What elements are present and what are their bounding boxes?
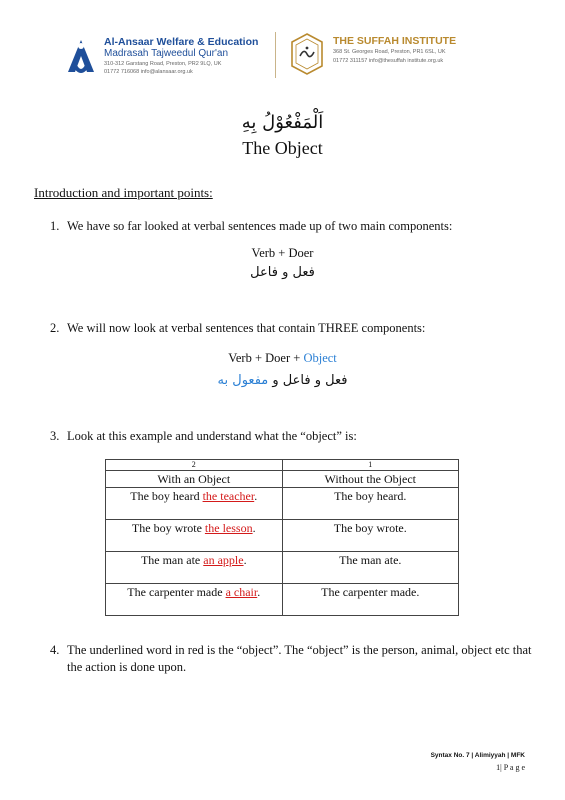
page-number: 1 <box>496 763 501 772</box>
left-organisation-block <box>104 36 258 76</box>
point-1 <box>50 218 535 235</box>
header-divider <box>275 32 276 78</box>
without-object-cell: The boy heard. <box>282 488 459 520</box>
section-heading: Introduction and important points: <box>34 185 213 200</box>
without-object-cell: The carpenter made. <box>282 584 459 616</box>
formula-1-arabic: فعل و فاعل <box>250 265 315 280</box>
sentence-start: The boy heard <box>130 489 203 503</box>
sentence-end: . <box>257 585 261 599</box>
sentence-end: . <box>243 553 247 567</box>
suffah-institute-logo-icon <box>288 32 326 76</box>
column-number-row <box>106 460 459 471</box>
point-4-number: 4. <box>50 643 60 657</box>
without-object-cell: The man ate. <box>282 552 459 584</box>
column-number-cell: 2 <box>106 460 283 471</box>
with-object-cell <box>106 520 283 552</box>
left-organisation-address: 310-312 Garstang Road, Preston, PR2 9LQ, UK <box>104 61 222 67</box>
formula-2-english-object: Object <box>303 351 337 365</box>
with-object-cell <box>106 488 283 520</box>
without-object-cell: The boy wrote. <box>282 520 459 552</box>
page-label: | P a g e <box>500 763 525 772</box>
formula-2-english <box>0 351 565 366</box>
arabic-page-title: اَلْمَفْعُوْلُ بِهِ <box>241 112 324 133</box>
formula-2-english-base: Verb + Doer + <box>228 351 304 365</box>
left-organisation-name: Al-Ansaar Welfare & Education <box>104 36 259 48</box>
right-organisation-name: THE SUFFAH INSTITUTE <box>333 35 457 47</box>
table-header-row <box>106 471 459 488</box>
header-with-object: With an Object <box>106 471 283 488</box>
column-number-cell: 1 <box>282 460 459 471</box>
point-2 <box>50 320 535 337</box>
right-organisation-contact: 01772 311157 info@thesuffah institute.org.uk <box>333 58 444 64</box>
letterhead <box>0 30 565 90</box>
left-organisation-contact: 01772 716068 info@alansaar.org.uk <box>104 69 193 75</box>
sentence-start: The boy wrote <box>131 521 205 535</box>
object-word: the lesson <box>204 521 253 535</box>
sentence-start: The carpenter made <box>127 585 226 599</box>
point-4 <box>50 642 535 676</box>
table-row <box>106 584 459 616</box>
sentence-end: . <box>254 489 258 503</box>
sentence-end: . <box>252 521 256 535</box>
right-organisation-block <box>333 35 456 66</box>
point-2-text: We will now look at verbal sentences that contain THREE components: <box>67 321 426 335</box>
header-without-object: Without the Object <box>282 471 459 488</box>
object-word: an apple <box>203 553 244 567</box>
object-word: a chair <box>225 585 258 599</box>
formula-2-arabic-base: فعل و فاعل و <box>268 373 348 388</box>
right-organisation-address: 368 St. Georges Road, Preston, PR1 6SL, UK <box>333 49 446 55</box>
point-1-number: 1. <box>50 219 60 233</box>
point-2-number: 2. <box>50 321 60 335</box>
table-row <box>106 552 459 584</box>
formula-2-arabic-object: مفعول به <box>217 373 269 388</box>
table-row <box>106 520 459 552</box>
formula-2-arabic <box>0 373 565 388</box>
footer-page <box>496 763 525 772</box>
point-1-text: We have so far looked at verbal sentences made up of two main components: <box>67 219 453 233</box>
with-object-cell <box>106 584 283 616</box>
point-4-text: The underlined word in red is the “object”. The “object” is the person, animal, object etc that the action is done upon. <box>67 643 532 674</box>
formula-1-english: Verb + Doer <box>251 246 314 260</box>
al-ansaar-logo-icon <box>64 38 98 78</box>
table-row <box>106 488 459 520</box>
point-3-text: Look at this example and understand what the “object” is: <box>67 429 357 443</box>
examples-table <box>105 459 459 616</box>
point-3-number: 3. <box>50 429 60 443</box>
left-organisation-subtitle: Madrasah Tajweedul Qur'an <box>104 48 229 59</box>
page-title: The Object <box>242 138 323 158</box>
footer-series: Syntax No. 7 | Alimiyyah | MFK <box>430 752 525 759</box>
point-3 <box>50 428 535 445</box>
object-word: the teacher <box>202 489 255 503</box>
with-object-cell <box>106 552 283 584</box>
sentence-start: The man ate <box>140 553 204 567</box>
